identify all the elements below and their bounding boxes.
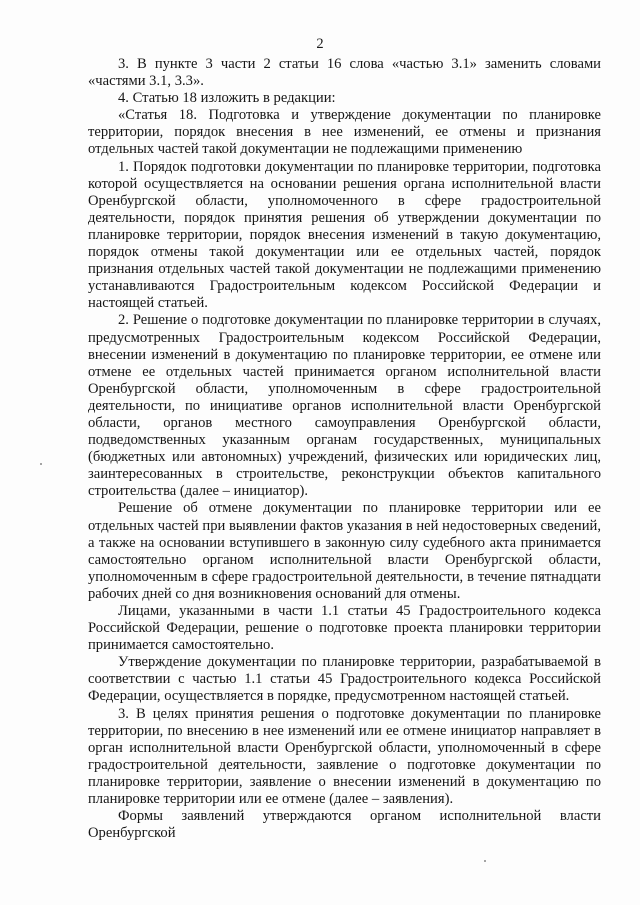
scan-speck <box>40 463 42 465</box>
article-18-title: «Статья 18. Подготовка и утверждение документации по планировке территории, порядок внесения в нее изменений, ее отмены и признания отдельных частей такой документации не подлежащими применению <box>88 107 601 158</box>
scan-speck <box>484 860 486 862</box>
article-18-part-3: 3. В целях принятия решения о подготовке документации по планировке территории, по внесению в нее изменений или ее отмене инициатор направляет в орган исполнительной власти Оренбургской области, уполномоченный в сфере градостроительной деятельности, заявление о подготовке документации по планировке территории, заявление о внесении изменений в документацию по планировке территории или ее отмене (далее – заявления). <box>88 705 601 808</box>
article-18-part-2-cancellation: Решение об отмене документации по планировке территории или ее отдельных частей при выявлении фактов указания в ней недостоверных сведений, а также на основании вступившего в законную силу судебного акта принимается самостоятельно органом исполнительной власти Оренбургской области, уполномоченным в сфере градостроительной деятельности, в течение пятнадцати рабочих дней со дня возникновения оснований для отмены. <box>88 500 601 602</box>
page-number: 2 <box>316 36 324 52</box>
article-18-part-1: 1. Порядок подготовки документации по планировке территории, подготовка которой осуществляется на основании решения органа исполнительной власти Оренбургской области, уполномоченного в сфере градостроительной деятельности, порядок принятия решения об утверждении документации по планировке территории, порядок внесения изменений в такую документацию, порядок отмены такой документации или ее отдельных частей, порядок признания отдельных частей такой документации не подлежащими применению устанавливаются Градостроительным кодексом Российской Федерации и настоящей статьей. <box>88 158 601 312</box>
article-18-part-2: 2. Решение о подготовке документации по планировке территории в случаях, предусмотренных Градостроительным кодексом Российской Федерации, внесении изменений в документацию по планировке территории, ее отмене или отмене ее отдельных частей принимается органом исполнительной власти Оренбургской области, уполномоченным в сфере градостроительной деятельности, по инициативе органов исполнительной власти Оренбургской области, органов местного самоуправления Оренбургской области, подведомственных указанным органам государственных, муниципальных (бюджетных или автономных) учреждений, физических или юридических лиц, заинтересованных в строительстве, реконструкции объектов капитального строительства (далее – инициатор). <box>88 312 601 500</box>
article-18-part-2-approval: Утверждение документации по планировке территории, разрабатываемой в соответствии с частью 1.1 статьи 45 Градостроительного кодекса Российской Федерации, осуществляется в порядке, предусмотренном настоящей статьей. <box>88 654 601 705</box>
paragraph-item-3-amendment: 3. В пункте 3 части 2 статьи 16 слова «частью 3.1» заменить словами «частями 3.1, 3.3». <box>88 56 601 90</box>
document-body <box>88 56 601 842</box>
article-18-part-3-forms: Формы заявлений утверждаются органом исполнительной власти Оренбургской <box>88 808 601 842</box>
paragraph-item-4-intro: 4. Статью 18 изложить в редакции: <box>118 90 336 107</box>
article-18-part-2-persons: Лицами, указанными в части 1.1 статьи 45 Градостроительного кодекса Российской Федерации, решение о подготовке проекта планировки территории принимается самостоятельно. <box>88 603 601 654</box>
